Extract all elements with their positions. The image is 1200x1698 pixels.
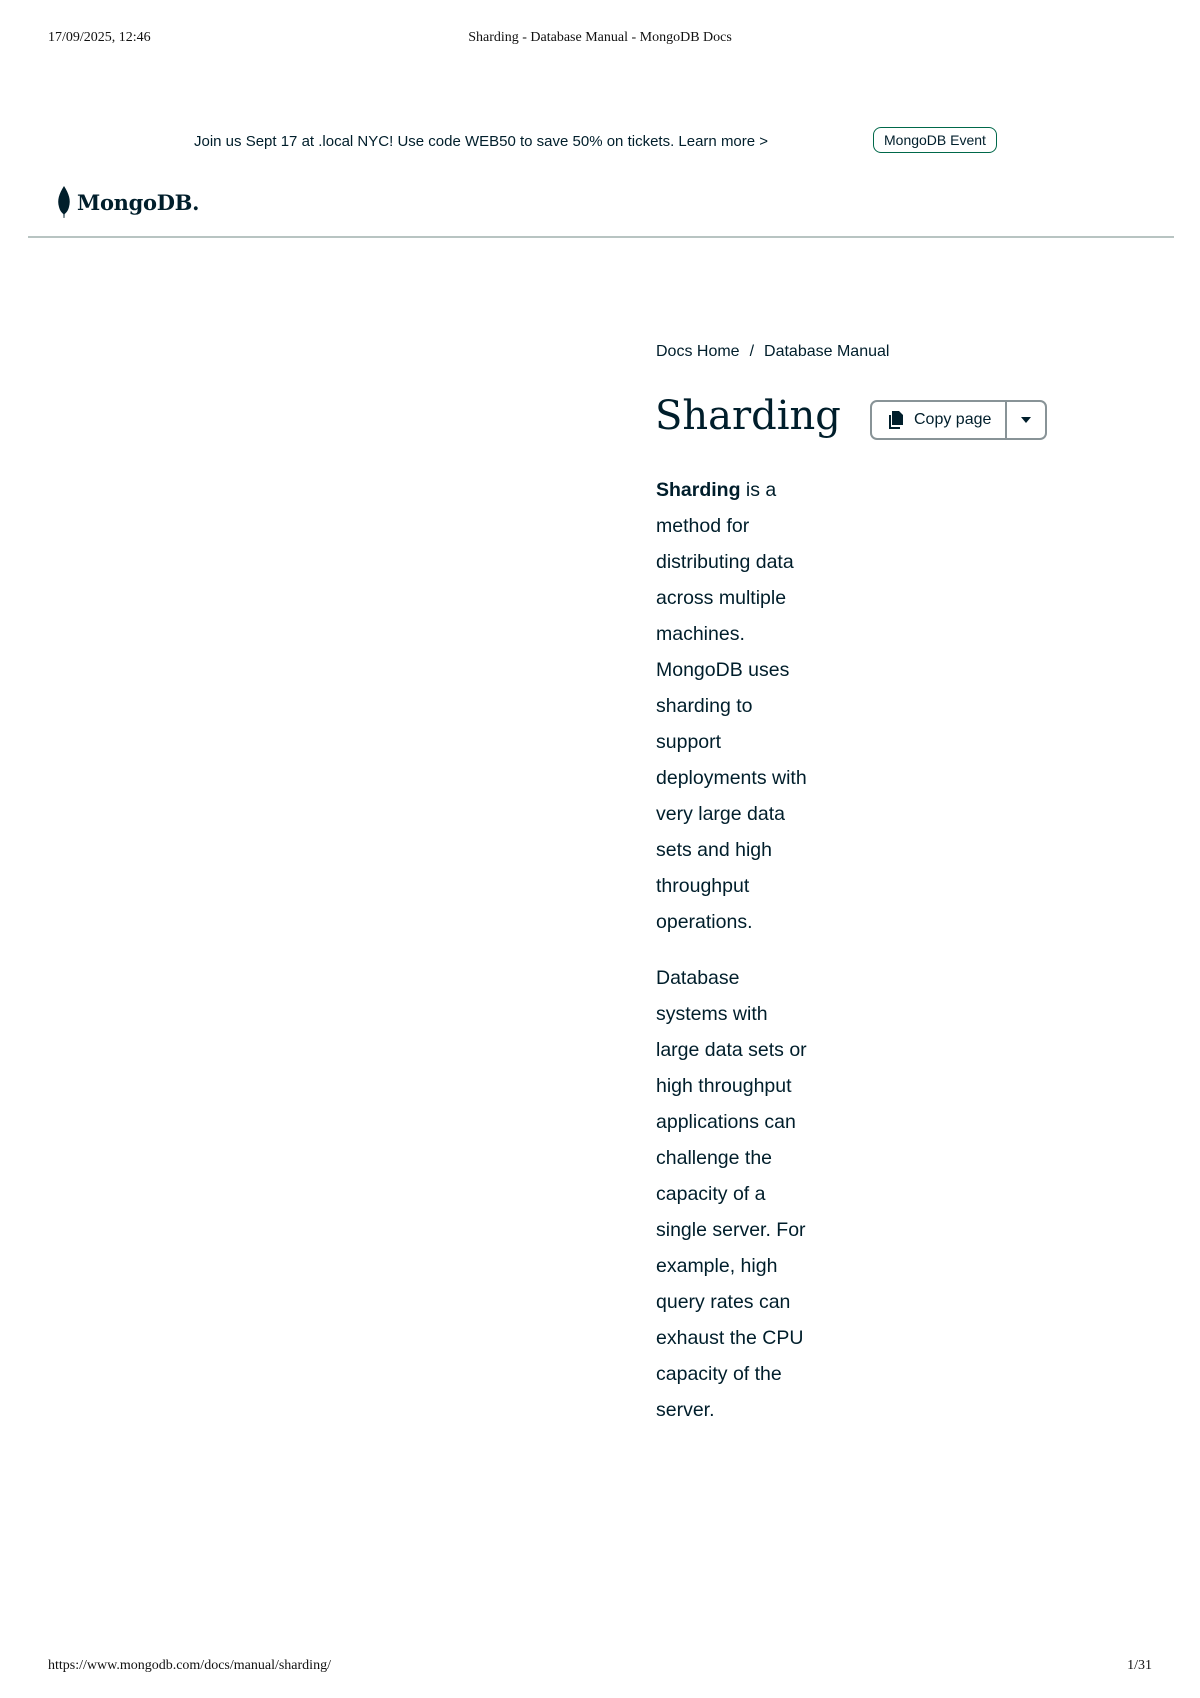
- event-badge[interactable]: MongoDB Event: [873, 127, 997, 153]
- copy-page-button[interactable]: [872, 402, 1007, 438]
- print-datetime: 17/09/2025, 12:46: [48, 30, 151, 45]
- intro-paragraph: [656, 472, 816, 940]
- caret-down-icon: [1020, 416, 1032, 424]
- breadcrumb: [656, 343, 889, 361]
- print-page-title: Sharding - Database Manual - MongoDB Docs: [468, 30, 732, 45]
- sharding-term-link[interactable]: Sharding: [656, 479, 741, 501]
- breadcrumb-separator: /: [749, 343, 755, 360]
- copy-page-dropdown-button[interactable]: [1007, 402, 1045, 438]
- article-body: [656, 472, 816, 1448]
- brand-wordmark: MongoDB.: [77, 189, 200, 215]
- page-title: Sharding: [655, 393, 841, 439]
- header-divider: [28, 236, 1174, 238]
- intro-paragraph-text: is a method for distributing data across multiple machines. MongoDB uses sharding to support deployments with very large data sets and high throughput operations.: [656, 479, 807, 933]
- breadcrumb-docs-home[interactable]: Docs Home: [656, 343, 740, 360]
- copy-page-label: Copy page: [914, 411, 992, 428]
- print-page-count: 1/31: [1127, 1658, 1152, 1673]
- promo-banner: [194, 127, 1014, 155]
- copy-page-control: [870, 400, 1047, 440]
- mongodb-logo[interactable]: [57, 186, 199, 218]
- print-url: https://www.mongodb.com/docs/manual/sharding/: [48, 1658, 331, 1673]
- leaf-icon: [57, 186, 71, 218]
- promo-banner-link[interactable]: Join us Sept 17 at .local NYC! Use code WEB50 to save 50% on tickets. Learn more >: [194, 132, 769, 150]
- copy-pages-icon: [886, 410, 906, 430]
- breadcrumb-database-manual[interactable]: Database Manual: [764, 343, 890, 360]
- capacity-paragraph: Database systems with large data sets or high throughput applications can challenge the capacity of a single server. For example, high query rates can exhaust the CPU capacity of the server.: [656, 967, 807, 1421]
